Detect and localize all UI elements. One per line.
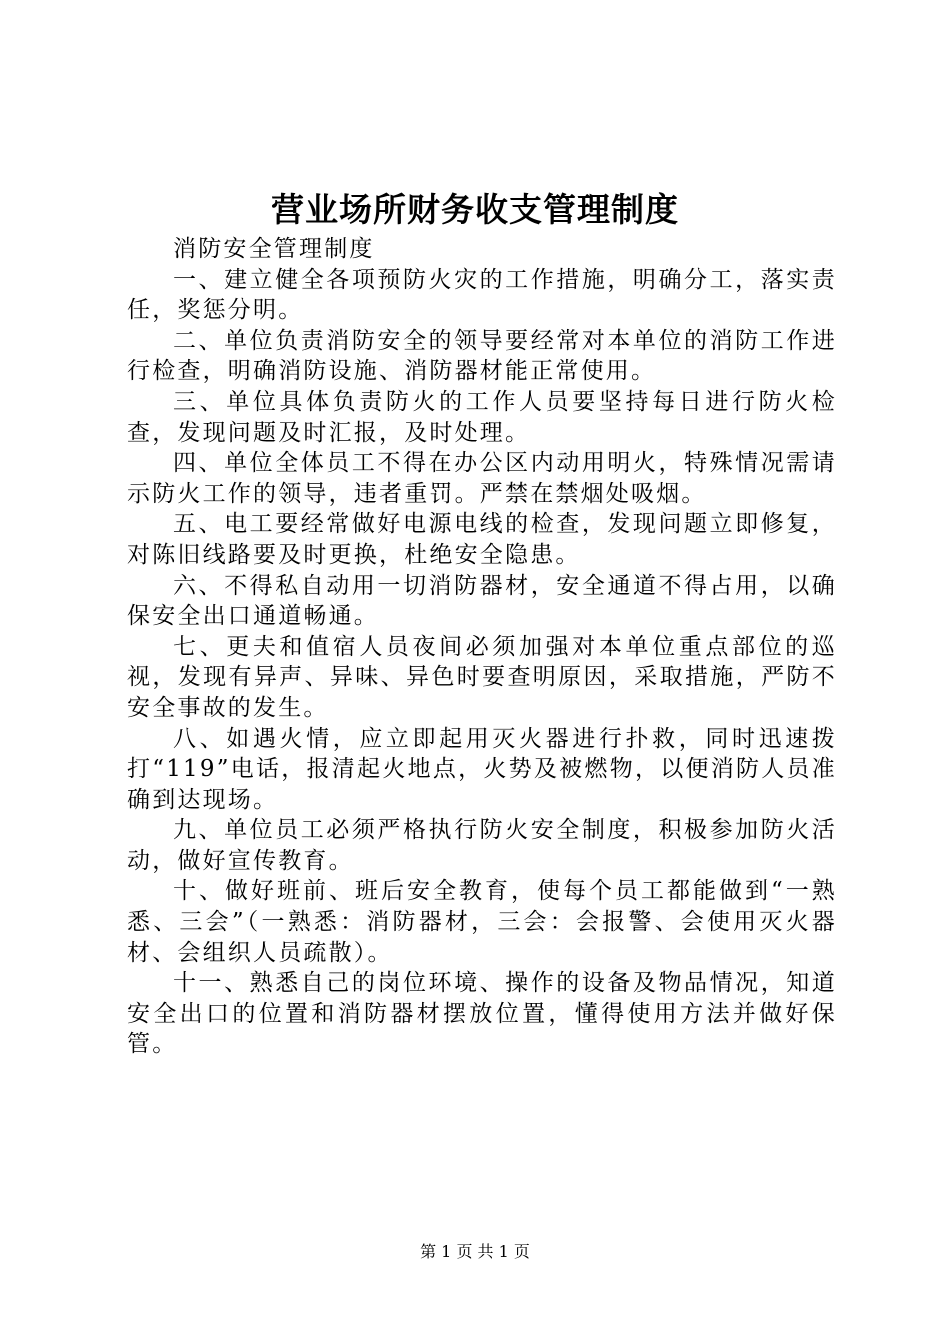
paragraph-8: 八、如遇火情，应立即起用灭火器进行扑救，同时迅速拨打“119”电话，报清起火地点，火势及被燃物，以便消防人员准确到达现场。 (127, 725, 837, 813)
paragraph-2: 二、单位负责消防安全的领导要经常对本单位的消防工作进行检查，明确消防设施、消防器材能正常使用。 (127, 327, 837, 385)
paragraph-11: 十一、熟悉自己的岗位环境、操作的设备及物品情况，知道安全出口的位置和消防器材摆放位置，懂得使用方法并做好保管。 (127, 970, 837, 1058)
paragraph-3: 三、单位具体负责防火的工作人员要坚持每日进行防火检查，发现问题及时汇报，及时处理。 (127, 388, 837, 446)
paragraph-4: 四、单位全体员工不得在办公区内动用明火，特殊情况需请示防火工作的领导，违者重罚。严禁在禁烟处吸烟。 (127, 450, 837, 507)
section-heading: 消防安全管理制度 (173, 236, 375, 262)
paragraph-10: 十、做好班前、班后安全教育，使每个员工都能做到“一熟悉、三会”（一熟悉：消防器材，三会：会报警、会使用灭火器材、会组织人员疏散）。 (127, 878, 837, 966)
paragraph-5: 五、电工要经常做好电源电线的检查，发现问题立即修复，对陈旧线路要及时更换，杜绝安全隐患。 (127, 511, 837, 568)
paragraph-7: 七、更夫和值宿人员夜间必须加强对本单位重点部位的巡视，发现有异声、异味、异色时要查明原因，采取措施，严防不安全事故的发生。 (127, 633, 837, 721)
document-body (127, 234, 837, 1060)
document-title: 营业场所财务收支管理制度 (271, 190, 679, 229)
paragraph-1: 一、建立健全各项预防火灾的工作措施，明确分工，落实责任，奖惩分明。 (127, 266, 837, 324)
paragraph-6: 六、不得私自动用一切消防器材，安全通道不得占用，以确保安全出口通道畅通。 (127, 572, 837, 630)
paragraph-9: 九、单位员工必须严格执行防火安全制度，积极参加防火活动，做好宣传教育。 (127, 817, 837, 874)
page-footer: 第 1 页 共 1 页 (420, 1242, 530, 1261)
